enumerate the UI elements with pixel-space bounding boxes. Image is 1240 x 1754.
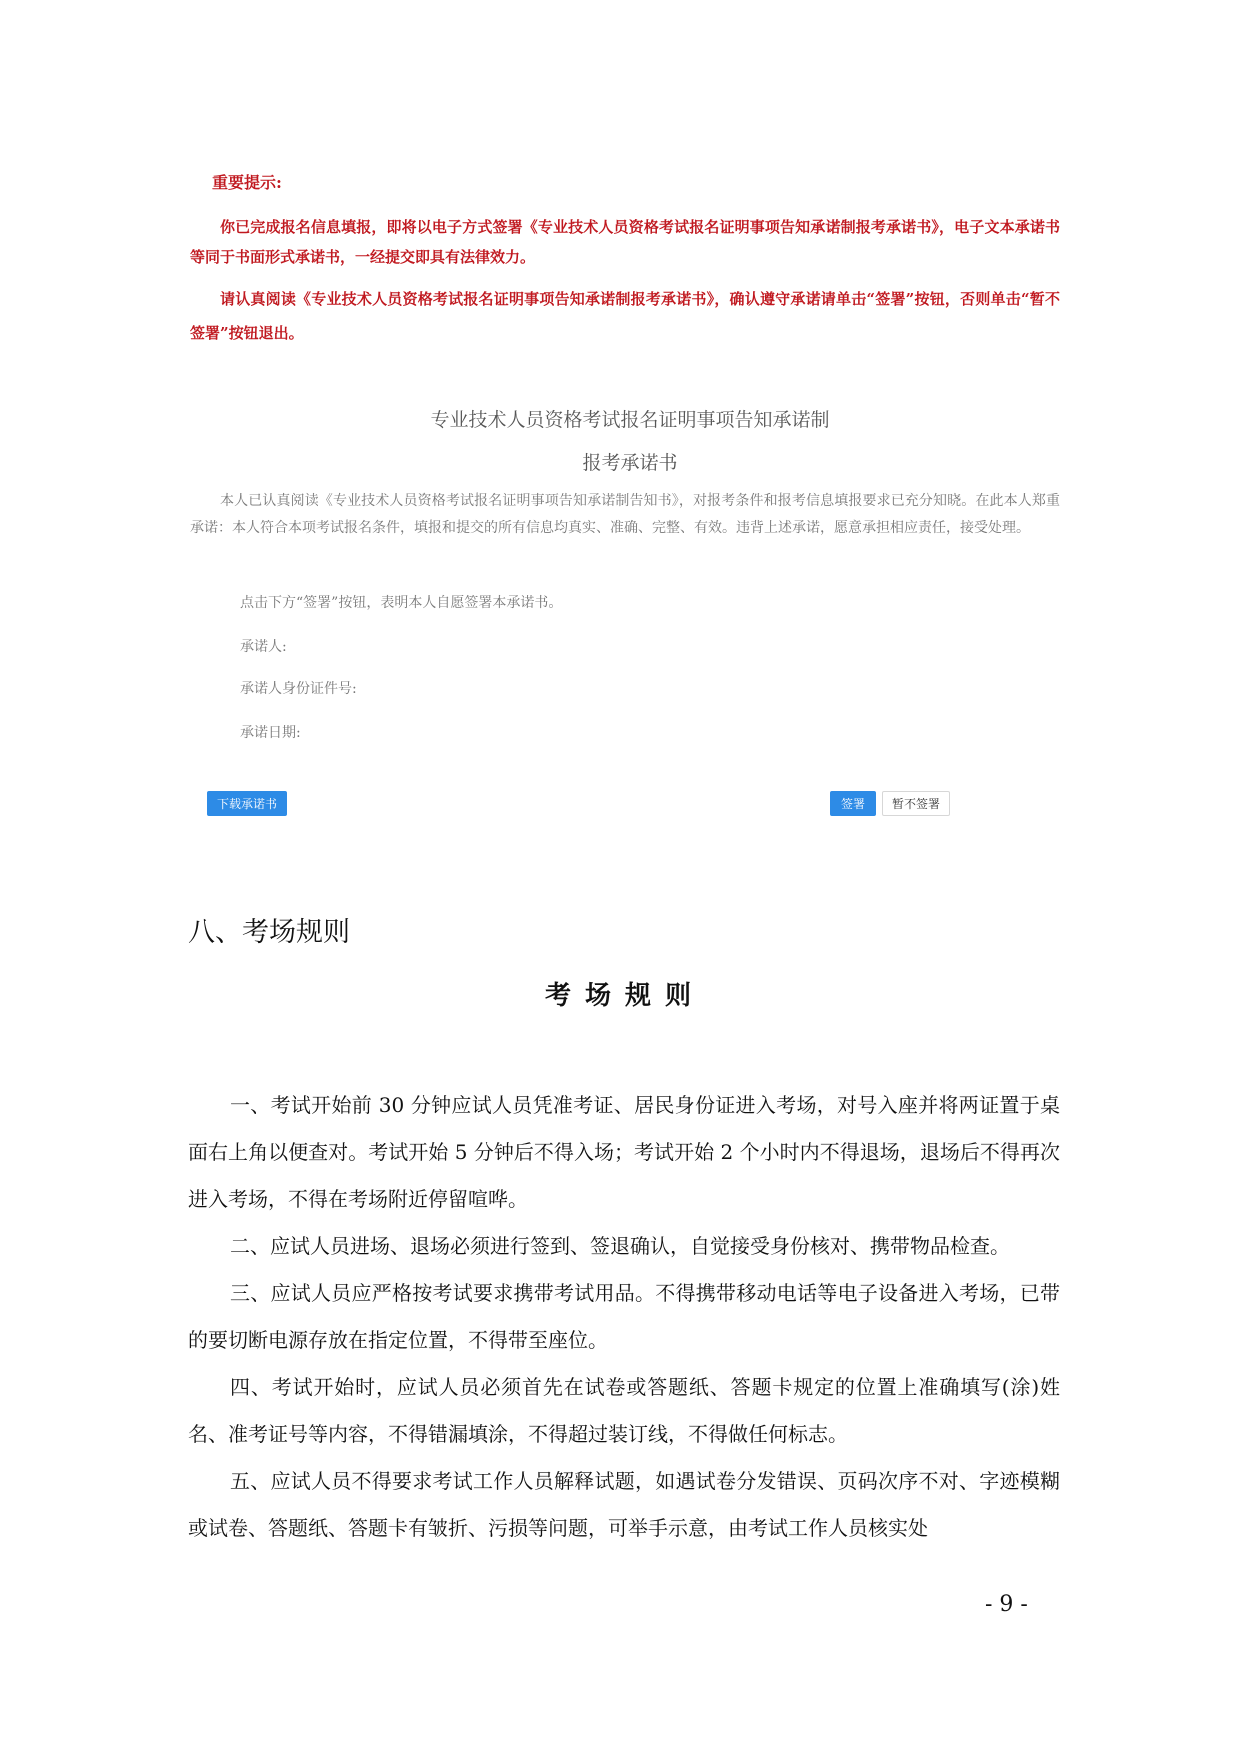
pledge-subtitle: 报考承诺书 — [582, 452, 678, 474]
section-heading: 八、考场规则 — [188, 917, 350, 948]
rule-item: 五、应试人员不得要求考试工作人员解释试题，如遇试卷分发错误、页码次序不对、字迹模糊或试卷、答题纸、答题卡有皱折、污损等问题，可举手示意，由考试工作人员核实处 — [188, 1469, 1060, 1540]
rule-item: 三、应试人员应严格按考试要求携带考试用品。不得携带移动电话等电子设备进入考场，已带的要切断电源存放在指定位置，不得带至座位。 — [188, 1281, 1060, 1352]
rules-title: 考场规则 — [544, 981, 705, 1011]
pledge-date-label: 承诺日期: — [240, 725, 301, 741]
notice-paragraph: 你已完成报名信息填报，即将以电子方式签署《专业技术人员资格考试报名证明事项告知承诺制报考承诺书》，电子文本承诺书等同于书面形式承诺书，一经提交即具有法律效力。 — [190, 218, 1060, 266]
page-number: - 9 - — [985, 1592, 1028, 1617]
sign-button[interactable]: 签署 — [830, 791, 876, 816]
download-pledge-button[interactable]: 下载承诺书 — [207, 791, 287, 816]
rule-item: 二、应试人员进场、退场必须进行签到、签退确认，自觉接受身份核对、携带物品检查。 — [230, 1234, 1010, 1258]
pledge-body: 本人已认真阅读《专业技术人员资格考试报名证明事项告知承诺制告知书》，对报考条件和报考信息填报要求已充分知晓。在此本人郑重承诺：本人符合本项考试报名条件，填报和提交的所有信息均真实、准确、完整、有效。违背上述承诺，愿意承担相应责任，接受处理。 — [190, 493, 1060, 536]
notice-paragraph: 请认真阅读《专业技术人员资格考试报名证明事项告知承诺制报考承诺书》，确认遵守承诺请单击“签署”按钮，否则单击“暂不签署”按钮退出。 — [190, 290, 1060, 342]
promisor-id-label: 承诺人身份证件号: — [240, 681, 357, 697]
pledge-instruction: 点击下方“签署”按钮，表明本人自愿签署本承诺书。 — [240, 595, 563, 611]
rule-item: 一、考试开始前 30 分钟应试人员凭准考证、居民身份证进入考场，对号入座并将两证置于桌面右上角以便查对。考试开始 5 分钟后不得入场；考试开始 2 个小时内不得退场，退场后不得再次进入考场，不得在考场附近停留喧哗。 — [188, 1093, 1060, 1211]
rule-item: 四、考试开始时，应试人员必须首先在试卷或答题纸、答题卡规定的位置上准确填写(涂)姓名、准考证号等内容，不得错漏填涂，不得超过装订线，不得做任何标志。 — [188, 1375, 1060, 1446]
notice-title: 重要提示: — [212, 173, 282, 192]
rules-body — [188, 1082, 1060, 1552]
not-sign-button[interactable]: 暂不签署 — [882, 791, 950, 816]
promisor-label: 承诺人: — [240, 639, 287, 655]
pledge-title: 专业技术人员资格考试报名证明事项告知承诺制 — [430, 409, 830, 431]
